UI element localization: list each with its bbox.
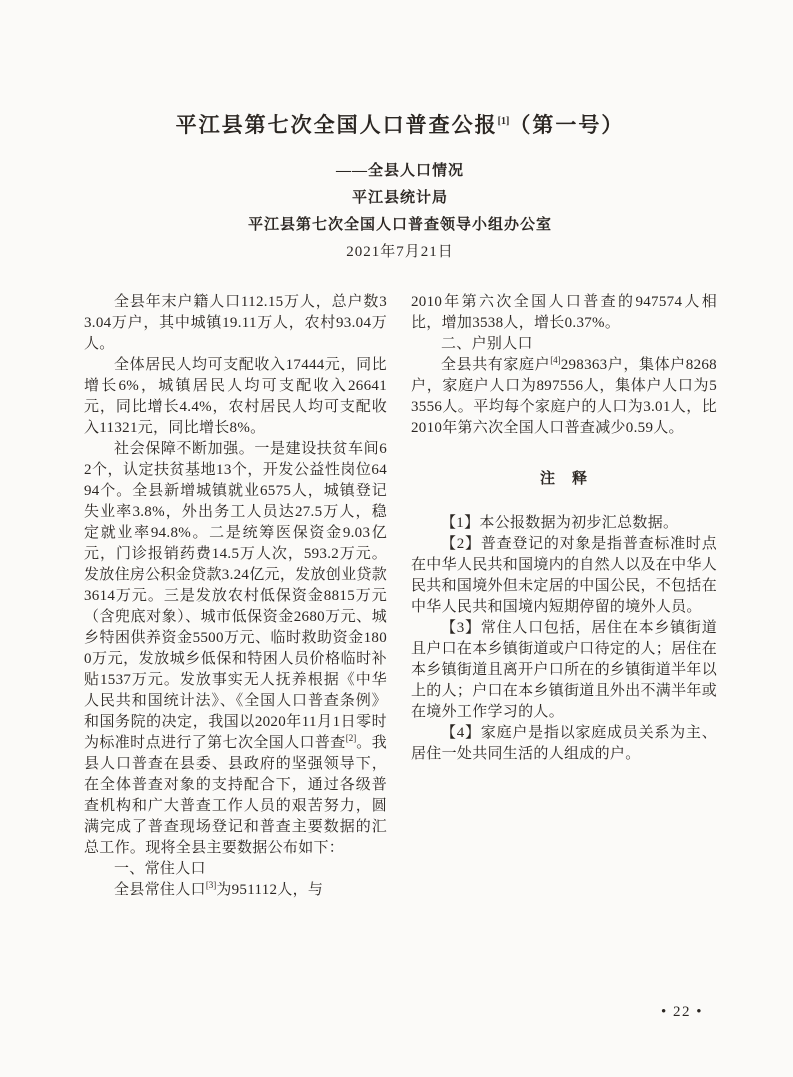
text-segment: 平江县第七次全国人口普查公报 xyxy=(175,113,498,137)
text-segment: 一、常住人口 xyxy=(114,861,206,877)
note xyxy=(411,534,717,618)
page-title xyxy=(84,110,716,140)
paragraph xyxy=(411,292,717,334)
superscript-ref: [3] xyxy=(205,880,217,890)
notes-heading: 注 释 xyxy=(539,471,588,487)
paragraph xyxy=(84,292,387,355)
text-segment: 。我县人口普查在县委、县政府的坚强领导下，在全体普查对象的支持配合下，通过各级普查机构和广大普查工作人员的艰苦努力，圆满完成了普查现场登记和普查主要数据的汇总工作。现将全县主要数据公布如下： xyxy=(84,735,387,856)
page-number: • 22 • xyxy=(660,1004,703,1020)
text-segment: 全县常住人口 xyxy=(114,882,206,898)
superscript-ref: [4] xyxy=(550,355,561,365)
paragraph xyxy=(411,355,717,439)
left-column xyxy=(84,292,387,901)
superscript-ref: [2] xyxy=(345,733,357,743)
text-segment: 2010年第六次全国人口普查的947574人相比，增加3538人，增长0.37%。 xyxy=(411,294,717,331)
text-segment: 二、户别人口 xyxy=(441,336,533,352)
right-column-text xyxy=(411,292,717,439)
section-heading xyxy=(411,334,717,355)
right-column xyxy=(411,292,717,901)
doc-issuing-org-2: 平江县第七次全国人口普查领导小组办公室 xyxy=(247,217,552,233)
text-segment: 【1】本公报数据为初步汇总数据。 xyxy=(441,515,679,531)
doc-issuing-org-1: 平江县统计局 xyxy=(351,190,448,206)
note xyxy=(411,513,717,534)
paragraph xyxy=(84,880,387,901)
text-segment: 为951112人，与 xyxy=(216,882,324,898)
note xyxy=(411,723,717,765)
superscript-ref: [1] xyxy=(497,116,510,127)
text-segment: 全县共有家庭户 xyxy=(441,357,551,373)
text-segment: 全体居民人均可支配收入17444元，同比增长6%，城镇居民人均可支配收入26641元，同比增长4.4%，农村居民人均可支配收入11321元，同比增长8%。 xyxy=(84,357,387,436)
doc-date: 2021年7月21日 xyxy=(346,244,454,260)
paragraph xyxy=(84,439,387,859)
section-heading xyxy=(84,859,387,880)
text-segment: 【4】家庭户是指以家庭成员关系为主、居住一处共同生活的人组成的户。 xyxy=(411,725,717,762)
paragraph xyxy=(84,355,387,439)
text-segment: 社会保障不断加强。一是建设扶贫车间62个，认定扶贫基地13个，开发公益性岗位6494个。全县新增城镇就业6575人，城镇登记失业率3.8%，外出务工人员达27.5万人，稳定就业率94.8%。二是统筹医保资金9.03亿元，门诊报销药费14.5万人次，593.2万元。发放住房公积金贷款3.24亿元，发放创业贷款3614万元。三是发放农村低保资金8815万元（含兜底对象）、城市低保资金2680万元、城乡特困供养资金5500万元、临时救助资金1800万元，发放城乡低保和特困人员价格临时补贴1537万元。发放事实无人抚养根据《中华人民共和国统计法》、《全国人口普查条例》和国务院的决定，我国以2020年11月1日零时为标准时点进行了第七次全国人口普查 xyxy=(84,441,387,751)
text-segment: 298363户，集体户8268户，家庭户人口为897556人，集体户人口为53556人。平均每个家庭户的人口为3.01人，比2010年第六次全国人口普查减少0.59人。 xyxy=(411,357,717,436)
note xyxy=(411,618,717,723)
document-header xyxy=(84,110,716,266)
doc-subtitle: ——全县人口情况 xyxy=(335,163,464,179)
two-column-body xyxy=(84,292,716,901)
text-segment: 全县年末户籍人口112.15万人，总户数33.04万户，其中城镇19.11万人，农村93.04万人。 xyxy=(84,294,387,352)
text-segment: 【3】常住人口包括，居住在本乡镇街道且户口在本乡镇街道或户口待定的人；居住在本乡镇街道且离开户口所在的乡镇街道半年以上的人；户口在本乡镇街道且外出不满半年或在境外工作学习的人。 xyxy=(411,620,718,720)
text-segment: （第一号） xyxy=(509,113,625,137)
text-segment: 【2】普查登记的对象是指普查标准时点在中华人民共和国境内的自然人以及在中华人民共和国境外但未定居的中国公民，不包括在中华人民共和国境内短期停留的境外人员。 xyxy=(411,536,718,615)
notes-section xyxy=(411,513,717,765)
